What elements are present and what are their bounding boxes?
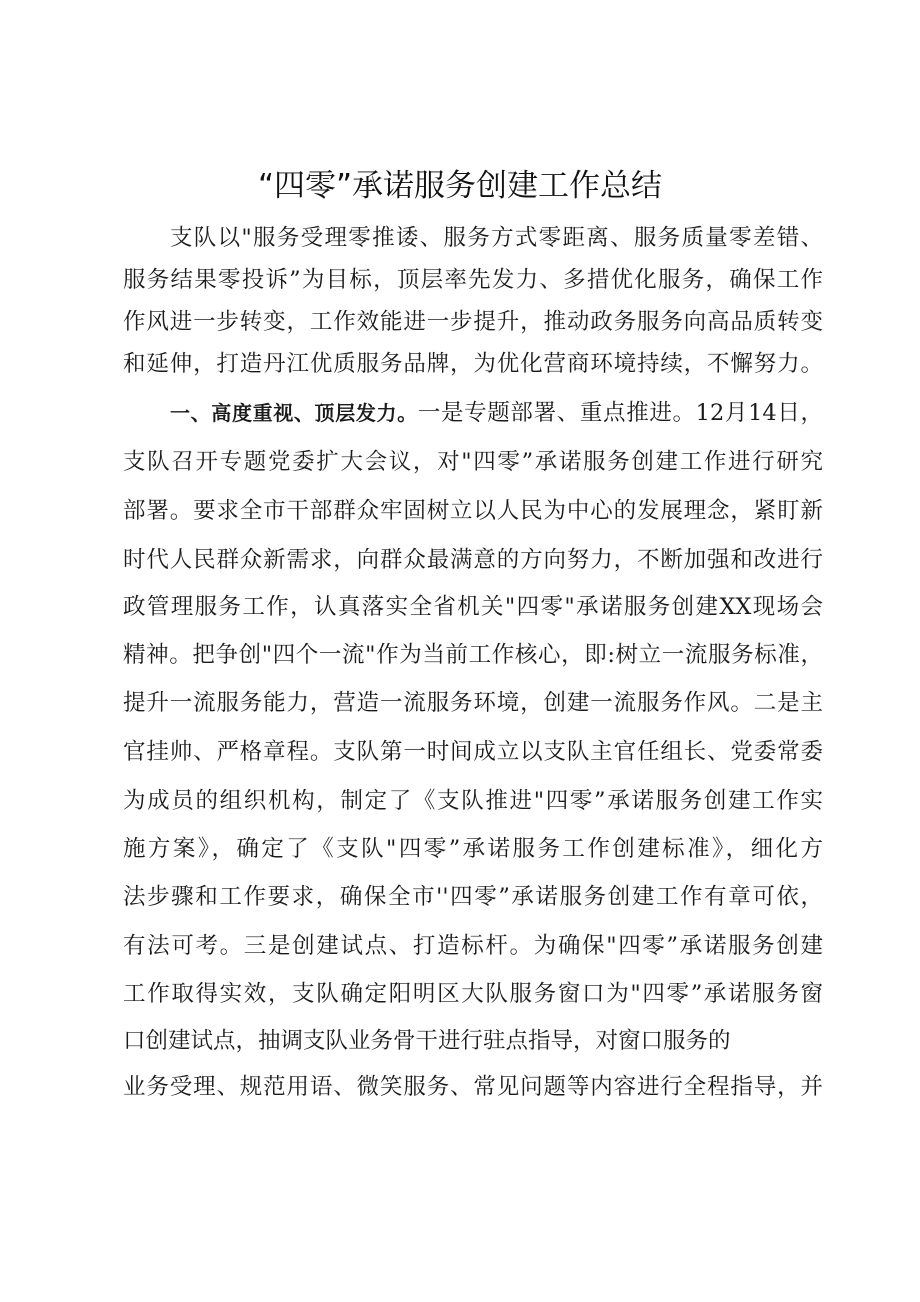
body-line: 政管理服务工作，认真落实全省机关"四零"承诺服务创建XX现场会 [123,594,823,620]
intro-line: 服务结果零投诉”为目标，顶层率先发力、多措优化服务，确保工作 [123,267,823,293]
body-line: 有法可考。三是创建试点、打造标杆。为确保"四零”承诺服务创建 [123,933,823,959]
body-line: 施方案》，确定了《支队"四零”承诺服务工作创建标准》，细化方 [123,836,823,862]
document-title: “四零”承诺服务创建工作总结 [257,168,663,204]
body-line: 时代人民群众新需求，向群众最满意的方向努力，不断加强和改进行 [123,547,823,573]
body-line: 精神。把争创"四个一流"作为当前工作核心，即:树立一流服务标准， [123,642,823,668]
intro-line: 作风进一步转变，工作效能进一步提升，推动政务服务向高品质转变 [123,309,823,335]
section1-first-line [170,398,823,428]
section1-first-line-text: 一是专题部署、重点推进。12月14日， [417,400,824,426]
body-line: 提升一流服务能力，营造一流服务环境，创建一流服务作风。二是主 [123,690,823,716]
intro-line: 和延伸，打造丹江优质服务品牌，为优化营商环境持续，不懈努力。 [123,351,823,377]
body-line: 支队召开专题党委扩大会议，对"四零”承诺服务创建工作进行研究 [123,449,823,475]
body-line: 法步骤和工作要求，确保全市''四零”承诺服务创建工作有章可依， [123,884,823,910]
body-line: 部署。要求全市干部群众牢固树立以人民为中心的发展理念，紧盯新 [123,498,823,524]
body-line: 业务受理、规范用语、微笑服务、常见问题等内容进行全程指导，并 [123,1074,823,1100]
section1-heading: 一、高度重视、顶层发力。 [170,401,418,425]
body-line: 为成员的组织机构，制定了《支队推进"四零”承诺服务创建工作实 [123,788,823,814]
body-line: 工作取得实效，支队确定阳明区大队服务窗口为"四零”承诺服务窗 [123,981,823,1007]
body-line: 口创建试点，抽调支队业务骨干进行驻点指导，对窗口服务的 [123,1028,731,1054]
body-line: 官挂帅、严格章程。支队第一时间成立以支队主官任组长、党委常委 [123,739,823,765]
intro-line: 支队以"服务受理零推诿、服务方式零距离、服务质量零差错、 [170,225,823,251]
